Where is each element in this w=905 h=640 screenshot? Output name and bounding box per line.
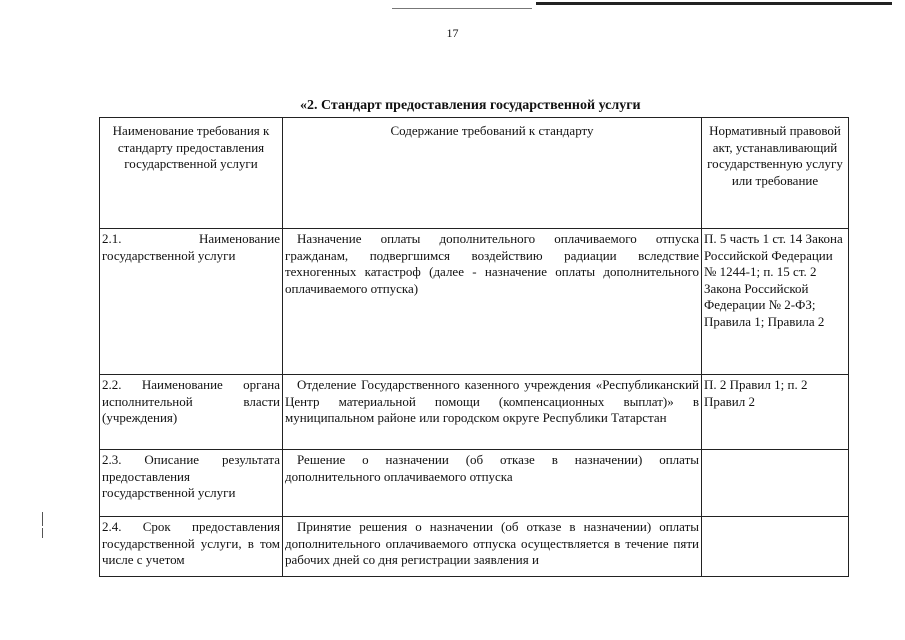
row-requirement-content: Отделение Государственного казенного учреждения «Республиканский Центр материальной помощи (компенсационных выплат)» в муниципальном районе или городском округе Республики Татарстан: [283, 375, 702, 450]
row-legal-act: [702, 450, 849, 517]
row-requirement-content: Назначение оплаты дополнительного оплачиваемого отпуска гражданам, подвергшимся воздействию радиации вследствие техногенных катастроф (далее - назначение оплаты дополнительного оплачиваемого отпуска): [283, 229, 702, 375]
page-top-rule: [536, 2, 892, 5]
row-requirement-name: 2.1. Наименование государственной услуги: [100, 229, 283, 375]
row-legal-act: [702, 517, 849, 577]
standard-table: [99, 117, 849, 577]
row-requirement-content: Решение о назначении (об отказе в назначении) оплаты дополнительного оплачиваемого отпуска: [283, 450, 702, 517]
row-legal-act: П. 5 часть 1 ст. 14 Закона Российской Федерации № 1244-1; п. 15 ст. 2 Закона Российской Федерации № 2-ФЗ; Правила 1; Правила 2: [702, 229, 849, 375]
margin-mark: [42, 528, 43, 538]
table-row: [100, 375, 849, 450]
table-header-row: [100, 118, 849, 229]
section-title: «2. Стандарт предоставления государственной услуги: [300, 98, 641, 113]
table-row: [100, 229, 849, 375]
table-row: [100, 450, 849, 517]
page-top-thin-rule: [392, 8, 532, 9]
row-requirement-content: Принятие решения о назначении (об отказе в назначении) оплаты дополнительного оплачиваемого отпуска осуществляется в течение пяти рабочих дней со дня регистрации заявления и: [283, 517, 702, 577]
page-number: 17: [446, 26, 459, 40]
header-requirement-content: Содержание требований к стандарту: [283, 118, 702, 229]
row-legal-act: П. 2 Правил 1; п. 2 Правил 2: [702, 375, 849, 450]
header-requirement-name: Наименование требования к стандарту предоставления государственной услуги: [100, 118, 283, 229]
table-row: [100, 517, 849, 577]
header-legal-act: Нормативный правовой акт, устанавливающий государственную услугу или требование: [702, 118, 849, 229]
row-requirement-name: 2.2. Наименование органа исполнительной власти (учреждения): [100, 375, 283, 450]
margin-mark: [42, 512, 43, 526]
row-requirement-name: 2.4. Срок предоставления государственной услуги, в том числе с учетом: [100, 517, 283, 577]
row-requirement-name: 2.3. Описание результата предоставления государственной услуги: [100, 450, 283, 517]
